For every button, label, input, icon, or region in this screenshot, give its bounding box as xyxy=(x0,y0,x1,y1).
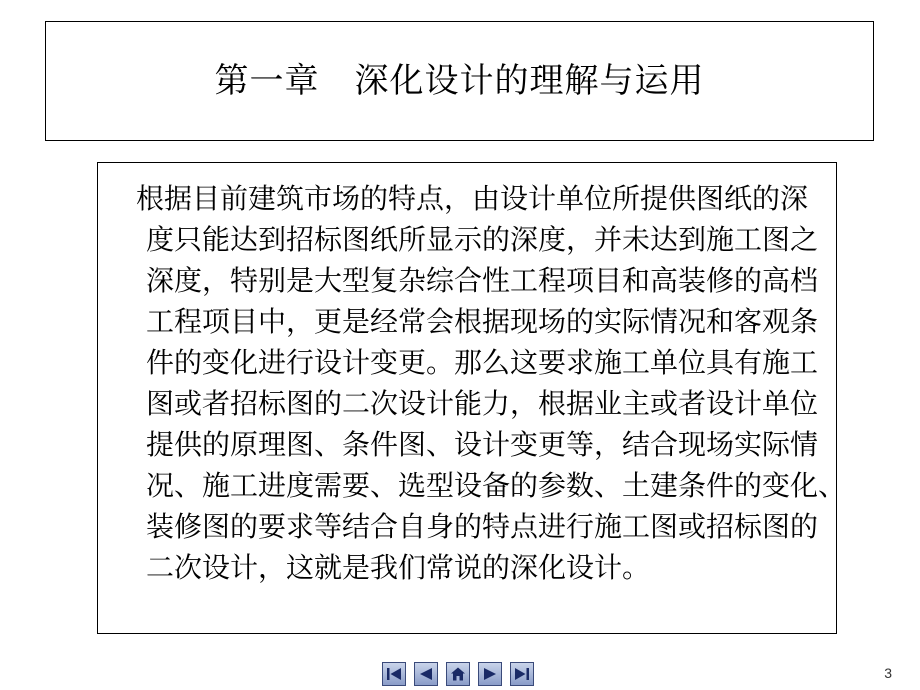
first-page-icon xyxy=(386,667,402,681)
body-text-box xyxy=(97,162,847,634)
first-slide-button[interactable] xyxy=(382,662,406,686)
body-line: 装修图的要求等结合自身的特点进行施工图或招标图的 xyxy=(146,510,819,543)
body-line: 提供的原理图、条件图、设计变更等，结合现场实际情 xyxy=(146,428,819,461)
body-line: 图或者招标图的二次设计能力，根据业主或者设计单位 xyxy=(146,387,819,420)
page-number: 3 xyxy=(884,665,892,681)
body-line: 度只能达到招标图纸所显示的深度，并未达到施工图之 xyxy=(146,223,819,256)
home-icon xyxy=(450,667,466,681)
body-line: 根据目前建筑市场的特点，由设计单位所提供图纸的深 xyxy=(136,182,809,215)
next-slide-button[interactable] xyxy=(478,662,502,686)
body-line: 件的变化进行设计变更。那么这要求施工单位具有施工 xyxy=(146,346,819,379)
slide-navigation-bar xyxy=(382,662,534,686)
body-line: 工程项目中，更是经常会根据现场的实际情况和客观条 xyxy=(146,305,819,338)
title-box xyxy=(45,21,874,141)
body-line: 深度，特别是大型复杂综合性工程项目和高装修的高档 xyxy=(146,264,819,297)
slide-title: 第一章 深化设计的理解与运用 xyxy=(214,61,705,101)
next-page-icon xyxy=(482,667,498,681)
last-page-icon xyxy=(514,667,530,681)
previous-slide-button[interactable] xyxy=(414,662,438,686)
body-line: 况、施工进度需要、选型设备的参数、土建条件的变化、 xyxy=(146,469,847,502)
last-slide-button[interactable] xyxy=(510,662,534,686)
previous-page-icon xyxy=(418,667,434,681)
body-paragraph xyxy=(132,178,847,588)
body-line: 二次设计，这就是我们常说的深化设计。 xyxy=(146,551,651,584)
home-button[interactable] xyxy=(446,662,470,686)
